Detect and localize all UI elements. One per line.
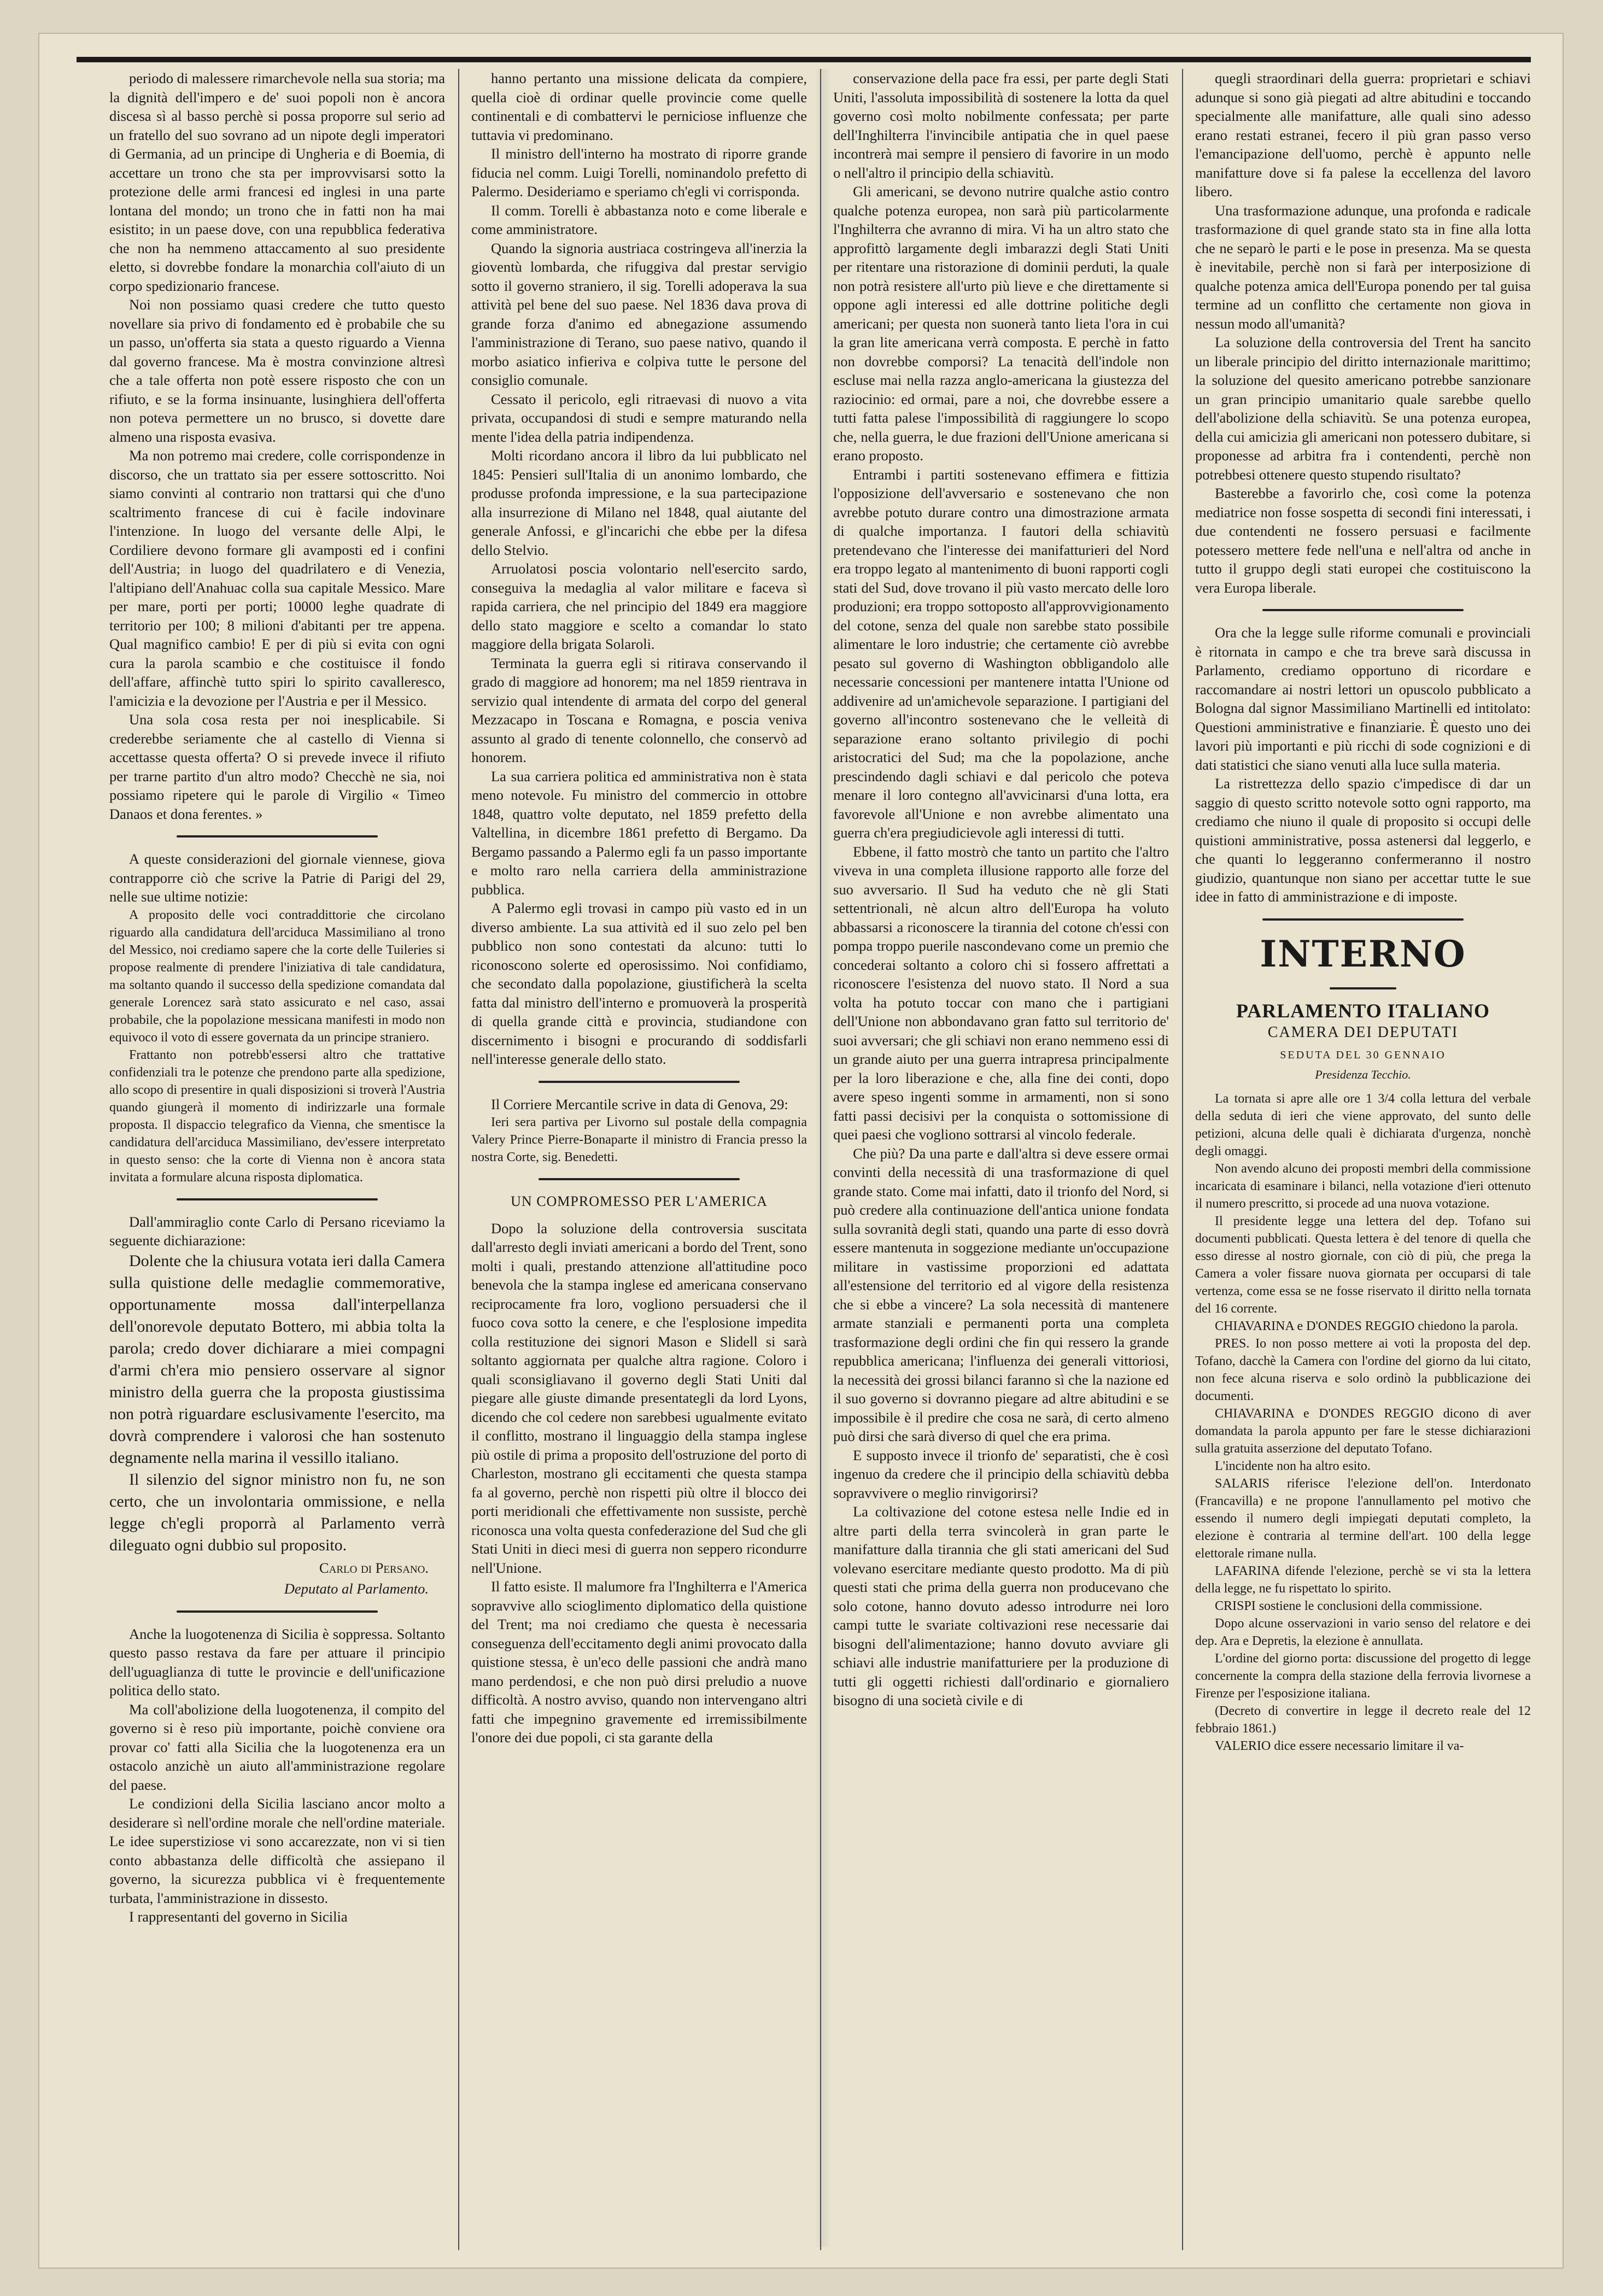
paragraph: Molti ricordano ancora il libro da lui pubblicato nel 1845: Pensieri sull'Italia di un anonimo lombardo, che produsse profonda impressione, e la sua partecipazione alla insurrezione di Milano nel 1848, qual aiutante del generale Anfossi, e gl'incarichi che ebbe per la difesa dello Stelvio. [471,447,807,558]
paragraph: Le condizioni della Sicilia lasciano ancor molto a desiderare sì nell'ordine morale che nell'ordine materiale. Le idee superstiziose vi sono accarezzate, non vi si tien conto abbastanza delle difficoltà che assiepano il governo, la sicurezza pubblica vi è frequentemente turbata, l'amministrazione in dissesto. [109,1795,445,1906]
paragraph: Ora che la legge sulle riforme comunali e provinciali è ritornata in campo e che tra breve sarà discussa in Parlamento, crediamo opportuno di ricordare e raccomandare ai nostri lettori un opuscolo pubblicato a Bologna dal signor Massimiliano Martinelli ed intitolato: Questioni amministrative e finanziarie. È questo uno dei lavori più importanti e più ricchi di sode cognizioni e di dati statistici che siano venuti alla luce sulla materia. [1195,624,1531,773]
separator [1330,987,1397,989]
paragraph: La coltivazione del cotone estesa nelle Indie ed in altre parti della terra svincolerà in gran parte le manifatture dalla tirannia che gli stati americani del Sud volevano esercitare mediante questo prodotto. Ma di più questi stati che prima della guerra non producevano che solo cotone, hanno dovuto adesso introdurre nei loro campi tutte le svariate coltivazioni rese necessarie dai bisogni dell'alimentazione; hanno dovuto avviare gli schiavi alle industrie manifatturiere per la produzione di tutti gli oggetti richiesti dall'ordinario e giornaliero bisogno di una società civile e di [833,1503,1169,1708]
signature-name: Carlo di Persano. [319,1559,429,1576]
paragraph: Il comm. Torelli è abbastanza noto e come liberale e come amministratore. [471,202,807,237]
column-2 [458,69,807,2250]
paragraph: Una sola cosa resta per noi inesplicabile. Si crederebbe seriamente che al castello di Vienna si accettasse questa offerta? O si prevede invece il rifiuto per trarne partito d'un altro modo? Checchè ne sia, noi possiamo ripetere qui le parole di Virgilio « Timeo Danaos et dona ferentes. » [109,711,445,822]
column-1 [109,69,445,2250]
paragraph: Una trasformazione adunque, una profonda e radicale trasformazione di quel grande stato sta in fine alla lotta che ne separò le parti e le pose in presenza. Ma se questa è inevitabile, perchè non si farà per interposizione di qualche potenza amica dell'Europa ponendo per tal guisa termine ad un conflitto che certamente non giova in nessun modo all'umanità? [1195,202,1531,332]
section-subhead-camera: CAMERA DEI DEPUTATI [1267,1024,1459,1041]
paragraph: La sua carriera politica ed amministrativa non è stata meno notevole. Fu ministro del commercio in ottobre 1848, quattro volte deputato, nel 1859 prefetto della Valtellina, in dicembre 1861 prefetto di Bergamo. Da Bergamo passando a Palermo egli fa un passo importante e molto raro nella carriera della amministrazione pubblica. [471,768,807,898]
session-date: SEDUTA DEL 30 GENNAIO [1280,1049,1446,1061]
column-3 [820,69,1169,2250]
quote-paragraph: A proposito delle voci contraddittorie che circolano riguardo alla candidatura dell'arciduca Massimiliano al trono del Messico, noi crediamo sapere che la corte delle Tuileries si propose realmente di prendere l'iniziativa di tale candidatura, ma soltanto quando il successo della spedizione comandata dal generale Lorencez sarà stato assicurato e nel caso, assai probabile, che la popolazione messicana manifesti in modo non equivoco il voto di essere governata da un principe straniero. [109,907,445,1045]
paragraph: Noi non possiamo quasi credere che tutto questo novellare sia privo di fondamento ed è probabile che su un passo, un'offerta sia stata a questo riguardo a Vienna dal governo francese. Ma è mostra convinzione altresì che a tale offerta non potè essere risposto che con un rifiuto, e se la forma insinuante, lusinghiera dell'offerta non poteva permettere un no brusco, si dovette dare almeno una risposta evasiva. [109,296,445,445]
proceedings-paragraph: CRISPI sostiene le conclusioni della commissione. [1215,1598,1483,1613]
signature-title: Deputato al Parlamento. [284,1580,429,1597]
proceedings-paragraph: CHIAVARINA e D'ONDES REGGIO dicono di aver domandata la parola appunto per fare le stesse dichiarazioni sulla gratuita asserzione del deputato Tofano. [1195,1406,1531,1456]
paragraph: La ristrettezza dello spazio c'impedisce di dar un saggio di questo scritto notevole sotto ogni rapporto, ma crediamo che niuno il quale di proposito si occupi delle quistioni amministrative, possa astenersi dal leggerlo, e che quanti lo leggeranno confermeranno il nostro giudizio, quantunque non siano per accettar tutte le sue idee in fatto di amministrazione e di imposte. [1195,775,1531,905]
separator [539,1178,740,1180]
quote-paragraph: Frattanto non potrebb'essersi altro che trattative confidenziali tra le potenze che prendono parte alla spedizione, allo scopo di presentire in quali disposizioni si troverà l'Austria quando giungerà il momento di indirizzarle una formale proposta. Il dispaccio telegrafico da Vienna, che smentisce la candidatura dell'arciduca Massimiliano, dev'essere interpretato in questo senso: che la corte di Vienna non è ancora stata invitata a formulare alcuna risposta diplomatica. [109,1047,445,1185]
proceedings-paragraph: SALARIS riferisce l'elezione dell'on. Interdonato (Francavilla) e ne propone l'annullamento pel motivo che essendo il numero degli impiegati deputati completo, la elezione è contraria al termine dell'art. 100 della legge elettorale rimane nulla. [1195,1476,1531,1561]
quote-paragraph: Ieri sera partiva per Livorno sul postale della compagnia Valery Prince Pierre-Bonaparte il ministro di Francia presso la nostra Corte, sig. Benedetti. [471,1115,807,1164]
paragraph: Dopo la soluzione della controversia suscitata dall'arresto degli inviati americani a bordo del Trent, sono molti i quali, prestando attenzione all'attitudine poco benevola che la stampa inglese ed americana conservano reciprocamente fra loro, vogliono persuadersi che il fuoco cova sotto la cenere, e che l'esplosione impedita colla restituzione dei signori Mason e Slidell si sarà soltanto aggiornata per qualche altra ragione. Coloro i quali sconsigliavano il governo degli Stati Uniti dal piegare alle giuste dimande presentategli da lord Lyons, dicendo che col cedere non sarebbesi ugualmente evitato il conflitto, mostrano il linguaggio della stampa inglese più ostile di prima a proposito dell'ostruzione del porto di Charleston, mostrano gli eccitamenti che questa stampa fa al governo, perchè non rispetti più oltre il blocco dei porti meridionali che effettivamente non sussiste, perchè riconosca una volta questa confederazione del Sud che gli Stati Uniti in dieci mesi di guerra non seppero ricondurre nell'Unione. [471,1220,807,1576]
paragraph: Cessato il pericolo, egli ritraevasi di nuovo a vita privata, occupandosi di studi e sempre maturando nella mente l'idea della patria indipendenza. [471,390,807,445]
paragraph: Basterebbe a favorirlo che, così come la potenza mediatrice non fosse sospetta di secondi fini interessati, i due contendenti ne fossero persuasi e facilmente potessero mettere fede nell'una e nell'altra od anche in tutto il gruppo degli stati europei che costituiscono la vera Europa liberale. [1195,485,1531,596]
header-rule [77,57,1531,62]
section-heading: UN COMPROMESSO PER L'AMERICA [511,1193,768,1209]
section-masthead-interno: INTERNO [1260,932,1466,975]
paragraph: A queste considerazioni del giornale viennese, giova contrapporre ciò che scrive la Patrie di Parigi del 29, nelle sue ultime notizie: [109,851,445,905]
proceedings-paragraph: L'ordine del giorno porta: discussione del progetto di legge concernente la compra della stazione della ferrovia livornese a Firenze per l'esposizione italiana. [1195,1651,1531,1701]
proceedings-paragraph: Non avendo alcuno dei proposti membri della commissione incaricata di esaminare i bilanci, nella votazione d'ieri ottenuto il numero prescritto, si procede ad una nuova votazione. [1195,1161,1531,1211]
paragraph: hanno pertanto una missione delicata da compiere, quella cioè di ordinar quelle provincie come quelle continentali e di combattervi le perniciose influenze che tuttavia vi predominano. [471,70,807,143]
section-masthead-parlamento: PARLAMENTO ITALIANO [1236,999,1490,1022]
paragraph: Il Corriere Mercantile scrive in data di Genova, 29: [491,1096,788,1112]
paragraph: E supposto invece il trionfo de' separatisti, che è così ingenuo da credere che il principio della schiavitù debba sopravvivere o meglio rinvigorirsi? [833,1446,1169,1501]
separator [177,835,378,837]
paragraph: quegli straordinari della guerra: proprietari e schiavi adunque si sono già piegati ad altre abitudini e toccando specialmente alle manifatture, alle quali sino adesso erano restati estranei, fecero il più gran passo verso l'emancipazione dell'uomo, perchè è appunto nelle manifatture dove si fa palese la eccellenza del lavoro libero. [1195,70,1531,200]
proceedings-paragraph: CHIAVARINA e D'ONDES REGGIO chiedono la parola. [1215,1319,1518,1333]
paragraph: Entrambi i partiti sostenevano effimera e fittizia l'opposizione dell'avversario e sostenevano che non avrebbe potuto durare contro una dimostrazione armata di qualche importanza. I fautori della schiavitù pretendevano che l'interesse dei manifatturieri del Nord era troppo legato al mantenimento di buoni rapporti cogli stati del Sud, dove trovano il più vasto mercato delle loro produzioni; era troppo sottoposto all'approvvigionamento del cotone, senza del quale non sarebbe stato possibile alimentare le loro industrie; che certamente ciò avrebbe pesato sul governo di Washington obbligandolo alle necessarie concessioni per mantenere intatta l'Unione od addivenire ad un'amichevole separazione. I partigiani del governo all'incontro sostenevano che le velleità di separazione erano soltanto privilegio di pochi aristocratici del Sud; ma che la popolazione, anche prescindendo dagli schiavi e dal pericolo che poteva menare il loro contegno all'avvicinarsi d'una lotta, era favorevole all'Unione e non avrebbe alimentato una guerra ch'era pregiudicievole agli interessi di tutti. [833,466,1169,841]
separator [1262,609,1464,611]
proceedings-paragraph: Dopo alcune osservazioni in vario senso del relatore e dei dep. Ara e Depretis, la elezione è annullata. [1195,1616,1531,1648]
proceedings-paragraph: La tornata si apre alle ore 1 3/4 colla lettura del verbale della seduta di ieri che viene approvato, del sunto delle petizioni, alcuna delle quali è dichiarata d'urgenza, nonchè degli omaggi. [1195,1091,1531,1158]
paragraph: I rappresentanti del governo in Sicilia [129,1908,348,1925]
proceedings-paragraph: PRES. Io non posso mettere ai voti la proposta del dep. Tofano, dacchè la Camera con l'ordine del giorno da lui citato, non fece alcuna riserva e solo ordinò la pubblicazione dei documenti. [1195,1336,1531,1403]
paragraph: Ebbene, il fatto mostrò che tanto un partito che l'altro viveva in una completa illusione rapporto alle forze del suo avversario. Il Sud ha veduto che nè gli Stati settentrionali, nè alcun altro dell'Europa ha voluto abbassarsi a riconoscere la tirannia del cotone ch'essi con pompa troppo puerile nascondevano come un premio che concederai soltanto a coloro chi si fossero affrettati a riconoscere l'esistenza del nuovo stato. Il Nord a sua volta ha potuto toccar con mano che i partigiani dell'Unione non abbondavano gran fatto sul territorio de' suoi avversari; che gli schiavi non erano nemmeno essi di un grande aiuto per una guerra intrapresa principalmente per la loro liberazione e che, alla fine dei conti, dopo avere speso ingenti somme in armamenti, non si sono fatti passi decisivi per la conquista o sottomissione di quei paesi che vogliono sottrarsi al vincolo federale. [833,843,1169,1143]
proceedings-paragraph: VALERIO dice essere necessario limitare il va- [1215,1738,1464,1753]
proceedings-paragraph: (Decreto di convertire in legge il decreto reale del 12 febbraio 1861.) [1195,1703,1531,1736]
paragraph: Gli americani, se devono nutrire qualche astio contro qualche potenza europea, non sarà più particolarmente l'Inghilterra che avranno di mira. Vi ha un altro stato che approfittò largamente degli imbarazzi degli Stati Uniti per ritentare una ristorazione di dominii perduti, la quale non potrà resistere all'urto più lieve e che direttamente si oppone agli interessi ed alle dottrine politiche degli americani; per questa non suonerà tanto lieta l'ora in cui la gran lite americana verrà composta. E perchè in fatto non dovrebbe comporsi? La tenacità dell'indole non escluse mai nella razza anglo-americana la giustezza del raziocinio: ed ormai, pare a noi, che dovrebbe essere a tutti fatta palese l'impossibilità di raggiungere lo scopo che, nella guerra, le due frazioni dell'Unione americana si erano proposto. [833,183,1169,464]
paragraph: Terminata la guerra egli si ritirava conservando il grado di maggiore ad honorem; ma nel 1859 rientrava in servizio qual intendente di armata del corpo del general Mezzacapo in Toscana e Romagna, e poscia veniva assunto al grado di tenente colonnello, che conservò ad honorem. [471,654,807,765]
paragraph: Anche la luogotenenza di Sicilia è soppressa. Soltanto questo passo restava da fare per attuare il principio dell'uguaglianza di tutte le provincie e dell'unificazione politica dello stato. [109,1625,445,1698]
proceedings-paragraph: L'incidente non ha altro esito. [1215,1459,1371,1473]
paragraph: Che più? Da una parte e dall'altra si deve essere ormai convinti della necessità di una trasformazione di quel grande stato. Come mai infatti, dato il trionfo del Nord, si può credere alla continuazione dell'antica unione fondata sulla sovranità degli stati, quando una parte di esso dovrà essere mantenuta in soggezione mediante un'occupazione militare in vastissime proporzioni ed adattata all'estensione del territorio ed al vigore della resistenza che si ebbe a vincere? La sola necessità di mantenere armate stanziali e permanenti porta una completa trasformazione degli ordini che fin qui ressero la grande repubblica americana; l'influenza dei generali vittoriosi, la necessità dei grossi bilanci faranno sì che la nazione ed il suo governo si dovranno piegare ad altre abitudini e se impossibile è il predire che cosa ne sarà, di certo almeno può dirsi che sarà diverso di quel che era prima. [833,1145,1169,1444]
declaration-paragraph: Il silenzio del signor ministro non fu, ne son certo, che un involontaria ommissione, e nella legge ch'egli proporrà al Parlamento verrà dileguato ogni dubbio sul proposito. [109,1470,445,1554]
paragraph: Ma non potremo mai credere, colle corrispondenze in discorso, che un trattato sia per essere sottoscritto. Noi siamo convinti al contrario non trattarsi qui che d'uno scaltrimento francese di cui è facile indovinare l'intenzione. In luogo del versante delle Alpi, le Cordiliere devono formare gli avamposti ed i confini dell'Austria; in luogo del quadrilatero e di Venezia, l'altipiano dell'Anahuac colla sua capitale Messico. Mare per mare, porti per porti; 10000 leghe quadrate di territorio per 100; 8 milioni d'abitanti per tre appena. Qual magnifico cambio! E per di più si evita con ogni cura la parola scambio e che costituisce il fondo dell'affare, affinchè tutto spiri lo spirito cavalleresco, l'amicizia e la devozione per l'Austria e per il Messico. [109,447,445,709]
presidency: Presidenza Tecchio. [1315,1068,1411,1081]
paragraph: Dall'ammiraglio conte Carlo di Persano riceviamo la seguente dichiarazione: [109,1213,445,1249]
paragraph: Il ministro dell'interno ha mostrato di riporre grande fiducia nel comm. Luigi Torelli, nominandolo prefetto di Palermo. Desideriamo e speriamo ch'egli vi corrisponda. [471,145,807,200]
paragraph: La soluzione della controversia del Trent ha sancito un liberale principio del diritto internazionale marittimo; la soluzione del quesito americano potrebbe sanzionare un gran principio umanitario quale sarebbe quello dell'abolizione della schiavitù. Se una potenza europea, della cui amicizia gli americani non potessero dubitare, si proponesse ad arbitra fra i contendenti, perchè non potrebbesi ottenere questo stupendo risultato? [1195,334,1531,483]
paragraph: Ma coll'abolizione della luogotenenza, il compito del governo si è reso più importante, poichè conviene ora provar co' fatti alla Sicilia che la luogotenenza era un ostacolo anzichè un aiuto all'amministrazione regolare del paese. [109,1701,445,1793]
paragraph: periodo di malessere rimarchevole nella sua storia; ma la dignità dell'impero e de' suoi popoli non è ancora discesa sì al basso perchè si possa proporre sul serio ad un fratello del suo sovrano ad un nipote degli imperatori di Germania, ad un principe di Ungheria e di Boemia, di accettare un trono che sta per improvvisarsi sotto la protezione delle armi francesi ed inglesi in una parte lontana del mondo; un trono che in fatti non ha mai esistito; in un paese dove, con una repubblica federativa che non ha nemmeno attaccamento al suo presidente eletto, si dovrebbe fondare la monarchia coll'aiuto di un corpo spedizionario francese. [109,70,445,294]
proceedings-paragraph: Il presidente legge una lettera del dep. Tofano sui documenti pubblicati. Questa lettera è del tenore di quella che esso diresse al nostro giornale, con ciò di più, che prega la Camera a voler fissare nuova giornata per occuparsi di tale vertenza, come essa se ne fosse riservato il diritto nella tornata del 16 corrente. [1195,1214,1531,1316]
separator [177,1198,378,1200]
paragraph: A Palermo egli trovasi in campo più vasto ed in un diverso ambiente. La sua attività ed il suo zelo pel ben pubblico non sono contestati da alcuno: tutti lo riconoscono solerte ed operosissimo. Noi confidiamo, che secondato dalla popolazione, giustificherà la scelta fatta dal ministro dell'interno e promuoverà la prosperità di quella grande città e provincia, studiandone con discernimento i bisogni e procurando di soddisfarli nell'interesse generale dello stato. [471,900,807,1067]
paragraph: Quando la signoria austriaca costringeva all'inerzia la gioventù lombarda, che rifuggiva dal prestar servigio sotto il governo straniero, il sig. Torelli adoperava la sua attività pel bene del suo paese. Nel 1836 dava prova di grande forza d'animo ed abnegazione assumendo l'amministrazione di Terano, suo paese nativo, quando il morbo asiatico infieriva e colpiva tutte le persone del consiglio comunale. [471,239,807,388]
paragraph: conservazione della pace fra essi, per parte degli Stati Uniti, l'assoluta impossibilità di sostenere la lotta da quel governo così molto nobilmente confessata; per parte dell'Inghilterra l'invincibile antipatia che in quel paese incontrerà mai sempre il pensiero di favorire in un modo o nell'altro il principio della schiavitù. [833,70,1169,181]
column-4 [1182,69,1531,2250]
separator [177,1610,378,1613]
columns [109,69,1531,2250]
declaration-paragraph: Dolente che la chiusura votata ieri dalla Camera sulla quistione delle medaglie commemorative, opportunamente mossa dall'interpellanza dell'onorevole deputato Bottero, mi abbia tolta la parola; credo dover dichiarare a miei compagni d'armi ch'era mio pensiero osservare al signor ministro della guerra che la proposta giustissima non potrà riguardare esclusivamente l'esercito, ma dovrà comprendere i valorosi che han sostenuto degnamente nella marina il vessillo italiano. [109,1251,445,1467]
paragraph: Arruolatosi poscia volontario nell'esercito sardo, conseguiva la medaglia al valor militare e faceva sì rapida carriera, che nel principio del 1849 era maggiore dello stato maggiore e scelto a comandar lo stato maggiore della brigata Solaroli. [471,560,807,652]
separator [1262,918,1464,921]
proceedings-paragraph: LAFARINA difende l'elezione, perchè se vi sta la lettera della legge, ne fu rispettato lo spirito. [1195,1563,1531,1596]
separator [539,1081,740,1083]
paragraph: Il fatto esiste. Il malumore fra l'Inghilterra e l'America sopravvive allo scioglimento diplomatico della quistione del Trent; ma noi crediamo che questa è necessaria conseguenza dell'eccitamento degli animi provocato dalla quistione stessa, è un'eco delle passioni che andrà mano mano perdendosi, e che non può dirsi preludio a nuove difficoltà. A nostro avviso, quando non intervengano altri fatti che impegnino gravemente ed irremissibilmente l'onore dei due popoli, ci sta garante della [471,1578,807,1746]
